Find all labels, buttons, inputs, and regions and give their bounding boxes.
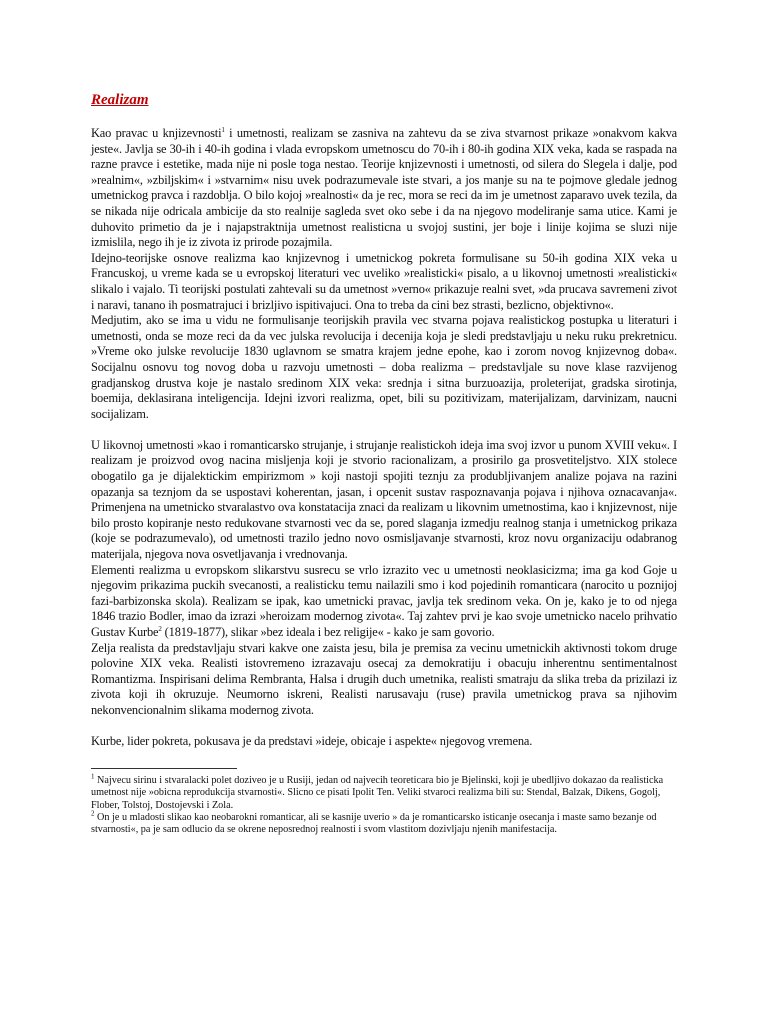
footnotes-section xyxy=(91,772,677,837)
paragraph-spacer xyxy=(91,719,677,735)
footnote-reference[interactable]: 2 xyxy=(158,624,162,633)
paragraph-spacer xyxy=(91,422,677,438)
footnote xyxy=(91,809,677,837)
body-paragraph: Kurbe, lider pokreta, pokusava je da predstavi »ideje, obicaje i aspekte« njegovog vremena. xyxy=(91,734,533,749)
footnote-mark: 2 xyxy=(91,809,95,818)
footnote-text: Najvecu sirinu i stvaralacki polet doziveo je u Rusiji, jedan od najvecih teoreticara bio je Bjelinski, koji je ubedljivo dokazao da realisticka umetnost nije »obicna reprodukcija stvarnosti«. Slicno ce pisati Ipolit Ten. Veliki stvaroci realizma bili su: Stendal, Balzak, Dikens, Gogolj, Flober, Tolstoj, Dostojevski i Zola. xyxy=(91,774,664,811)
document-body xyxy=(91,126,677,750)
body-paragraph: U likovnoj umetnosti »kao i romanticarsko strujanje, i strujanje realistickoh ideja ima svoj izvor u punom XVIII veku«. I realizam je proizvod ovog nacina misljenja koji je stvorio racionalizam, a prosirilo ga prosvetiteljstvo. XIX stolece obogatilo ga je dijalektickim empirizmom » koji nastoji spojiti teznju za produbljivanjem analize pojava na razini opazanja sa teznjom da se uspostavi koherentan, jasan, i opcenit sustav raspoznavanja pojava i njihova oznacavanja«. Primenjena na umetnicko stvaralastvo ova konstatacija znaci da realizam u likovnim umetnostima, kao i knjizevnost, nije bilo prosto kopiranje nesto redukovane stvarnosti vec da se, pored slaganja izmedju realnog stanja i umetnickog prikaza (koje se podrazumevalo), od umetnosti trazilo jedno novo osmisljavanje stvarnosti, kroz novu organizaciju odabranog materijala, njegova nova osvetljavanja i vrednovanja. xyxy=(91,437,677,562)
footnote-reference[interactable]: 1 xyxy=(221,125,225,134)
document-page xyxy=(91,92,677,837)
footnote-mark: 1 xyxy=(91,772,95,781)
document-title: Realizam xyxy=(91,92,149,108)
body-paragraph: Idejno-teorijske osnove realizma kao knjizevnog i umetnickog pokreta formulisane su 50-ih godina XIX veka u Francuskoj, u vreme kada se u evropskoj literaturi vec uveliko »realisticki« pisalo, a u likovnoj umetnosti »realisticki« slikalo i vajalo. Ti teorijski postulati zahtevali su da umetnost »verno« prikazuje realni svet, »da prucava savremeni zivot i naravi, tanano ih posmatrajuci i brizljivo ispitivajuci. Ona to treba da cini bez strasti, bezlicno, objektivno«. xyxy=(91,250,677,312)
body-paragraph: Kao pravac u knjizevnosti$^1$ i umetnosti, realizam se zasniva na zahtevu da se ziva stvarnost prikaze »onakvom kakva jeste«. Javlja se 30-ih i 40-ih godina i vlada evropskom umetnoscu do 70-ih i 80-ih godina XIX veka, kada se raspada na razne pravce i estetike, mada nije ni posle toga nestao. Teorije knjizevnosti i umetnosti, od silera do Slegela i dalje, pod »realnim«, »zbiljskim« i »stvarnim« nisu uvek podrazumevale iste stvari, a jos manje su na te pojmove gledale jednog umetnickog pravca i razdoblja. O bilo kojoj »realnosti« da je rec, mora se reci da im je umetnost zaparavo uvek tezila, da se nikada nije odricala ambicije da sto realnije sagleda svet oko sebe i da na njegovo modeliranje sama utice. Kami je duhovito primetio da je i najapstraktnija umetnost realisticna u svojoj sustini, jer boje i linije kojima se sluzi nije izmislila, nego ih je iz zivota iz prirode pozajmila. xyxy=(91,125,678,250)
body-paragraph: Medjutim, ako se ima u vidu ne formulisanje teorijskih pravila vec stvarna pojava realistickog postupka u literaturi i umetnosti, onda se moze reci da da vec julska revolucija i decenija koja je sledi predstavljaju u neku ruku prekretnicu. »Vreme oko julske revolucije 1830 uglavnom se smatra krajem jedne epohe, kao i zorom novog knjizevnog doba«. Socijalnu osnovu tog novog doba u razvoju umetnosti – doba realizma – predstavljale su nove klase razvijenog gradjanskog drustva koje je nastalo sredinom XIX veka: srednja i sitna burzuoazija, proleterijat, gradska sirotinja, boemija, deklasirana inteligencija. Idejni izvori realizma, opet, bili su pozitivizam, materijalizam, darvinizam, naucni socijalizam. xyxy=(91,313,677,421)
footnote-separator xyxy=(91,768,237,769)
footnote xyxy=(91,772,677,812)
footnote-text: On je u mladosti slikao kao neobarokni romanticar, ali se kasnije uverio » da je romanticarsko isticanje osecanja i maste samo bezanje od stvarnosti«, pa je sam odlucio da se okrene neposrednoj realnosti i svom vlastitom dozivljaju njenih manifestacija. xyxy=(91,811,657,836)
body-paragraph: Elementi realizma u evropskom slikarstvu susrecu se vrlo izrazito vec u umetnosti neoklasicizma; ima ga kod Goje u njegovim prikazima puckih svecanosti, a realisticku temu nailazili smo i kod pojedinih romanticara (narocito u poznijoj fazi-barbizonska skola). Realizam se ipak, kao umetnicki pravac, javlja tek sredinom veka. On je, kako je to od njega 1846 trazio Bodler, imao da izrazi »heroizam modernog zivota«. Taj zahtev prvi je kao svoje umetnicko nacelo prihvatio Gustav Kurbe$^2$ (1819-1877), slikar »bez ideala i bez religije« - kako je sam govorio. xyxy=(91,562,677,639)
body-paragraph: Zelja realista da predstavljaju stvari kakve one zaista jesu, bila je premisa za vecinu umetnickih aktivnosti tokom druge polovine XIX veka. Realisti istovremeno izrazavaju osecaj za demokratiju i obacuju inherentnu sentimentalnost Romantizma. Inspirisani delima Rembranta, Halsa i drugih duch umetnika, realisti smatraju da slika treba da prizilazi iz zivota koji ih okruzuje. Neumorno iskreni, Realisti narusavaju (ruse) pravila umetnickog prava sa njihovim nekonvencionalnim slikama modernog zivota. xyxy=(91,640,677,717)
